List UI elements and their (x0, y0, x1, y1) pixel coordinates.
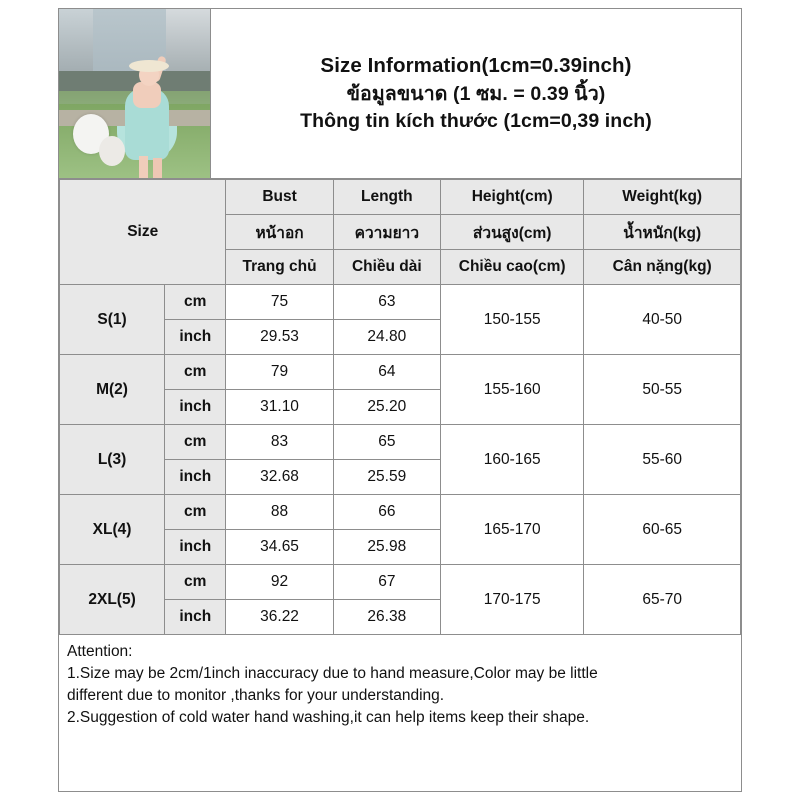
header-size: Size (60, 180, 226, 285)
row-weight: 40-50 (584, 285, 741, 355)
row-bust-cm: 92 (226, 565, 333, 600)
row-bust-cm: 88 (226, 495, 333, 530)
row-length-inch: 25.59 (333, 460, 440, 495)
header-length-th: ความยาว (333, 215, 440, 250)
table-row (60, 495, 741, 530)
row-bust-inch: 29.53 (226, 320, 333, 355)
row-unit-inch: inch (165, 530, 226, 565)
row-bust-cm: 75 (226, 285, 333, 320)
photo-building-right (166, 9, 210, 71)
product-photo (59, 9, 211, 178)
size-chart-sheet (58, 8, 742, 792)
chart-title-block (211, 9, 741, 178)
row-height: 155-160 (440, 355, 583, 425)
row-bust-inch: 32.68 (226, 460, 333, 495)
row-unit-inch: inch (165, 600, 226, 635)
header-length-vi: Chiều dài (333, 250, 440, 285)
photo-model-hat (129, 60, 169, 72)
row-bust-inch: 34.65 (226, 530, 333, 565)
row-length-inch: 25.98 (333, 530, 440, 565)
header-weight-vi: Cân nặng(kg) (584, 250, 741, 285)
header-weight-th: น้ำหนัก(kg) (584, 215, 741, 250)
header-length-en: Length (333, 180, 440, 215)
row-weight: 55-60 (584, 425, 741, 495)
row-length-cm: 65 (333, 425, 440, 460)
table-row (60, 285, 741, 320)
row-bust-cm: 83 (226, 425, 333, 460)
attention-line-2: different due to monitor ,thanks for your understanding. (67, 687, 445, 704)
table-header-row-en (60, 180, 741, 215)
row-bust-cm: 79 (226, 355, 333, 390)
header-weight-en: Weight(kg) (584, 180, 741, 215)
row-size-label: 2XL(5) (60, 565, 165, 635)
photo-model-leg-right (153, 158, 162, 178)
row-height: 160-165 (440, 425, 583, 495)
row-length-inch: 26.38 (333, 600, 440, 635)
row-height: 170-175 (440, 565, 583, 635)
row-unit-cm: cm (165, 425, 226, 460)
row-unit-inch: inch (165, 390, 226, 425)
attention-heading: Attention: (67, 643, 133, 660)
photo-building-left (59, 9, 93, 79)
row-unit-cm: cm (165, 285, 226, 320)
row-bust-inch: 31.10 (226, 390, 333, 425)
header-height-vi: Chiều cao(cm) (440, 250, 583, 285)
row-unit-cm: cm (165, 355, 226, 390)
attention-line-1: 1.Size may be 2cm/1inch inaccuracy due to hand measure,Color may be little (67, 665, 598, 682)
row-size-label: XL(4) (60, 495, 165, 565)
row-unit-cm: cm (165, 565, 226, 600)
photo-balloon-small (99, 136, 125, 166)
row-length-cm: 64 (333, 355, 440, 390)
size-table (59, 179, 741, 635)
row-height: 165-170 (440, 495, 583, 565)
attention-line-3: 2.Suggestion of cold water hand washing,it can help items keep their shape. (67, 709, 590, 726)
header-bust-th: หน้าอก (226, 215, 333, 250)
attention-block (59, 635, 741, 791)
chart-header (59, 9, 741, 179)
header-height-th: ส่วนสูง(cm) (440, 215, 583, 250)
header-height-en: Height(cm) (440, 180, 583, 215)
row-length-inch: 25.20 (333, 390, 440, 425)
row-size-label: S(1) (60, 285, 165, 355)
row-length-cm: 63 (333, 285, 440, 320)
row-length-inch: 24.80 (333, 320, 440, 355)
row-unit-inch: inch (165, 320, 226, 355)
row-size-label: M(2) (60, 355, 165, 425)
table-row (60, 565, 741, 600)
row-weight: 65-70 (584, 565, 741, 635)
row-size-label: L(3) (60, 425, 165, 495)
photo-model-leg-left (139, 156, 148, 178)
table-row (60, 355, 741, 390)
header-bust-vi: Trang chủ (226, 250, 333, 285)
header-bust-en: Bust (226, 180, 333, 215)
title-line-thai: ข้อมูลขนาด (1 ซม. = 0.39 นิ้ว) (346, 82, 606, 105)
row-unit-inch: inch (165, 460, 226, 495)
row-length-cm: 67 (333, 565, 440, 600)
row-height: 150-155 (440, 285, 583, 355)
title-line-vietnamese: Thông tin kích thước (1cm=0,39 inch) (300, 110, 652, 133)
row-bust-inch: 36.22 (226, 600, 333, 635)
row-length-cm: 66 (333, 495, 440, 530)
row-weight: 50-55 (584, 355, 741, 425)
table-row (60, 425, 741, 460)
title-line-english: Size Information(1cm=0.39inch) (320, 54, 632, 78)
row-weight: 60-65 (584, 495, 741, 565)
row-unit-cm: cm (165, 495, 226, 530)
